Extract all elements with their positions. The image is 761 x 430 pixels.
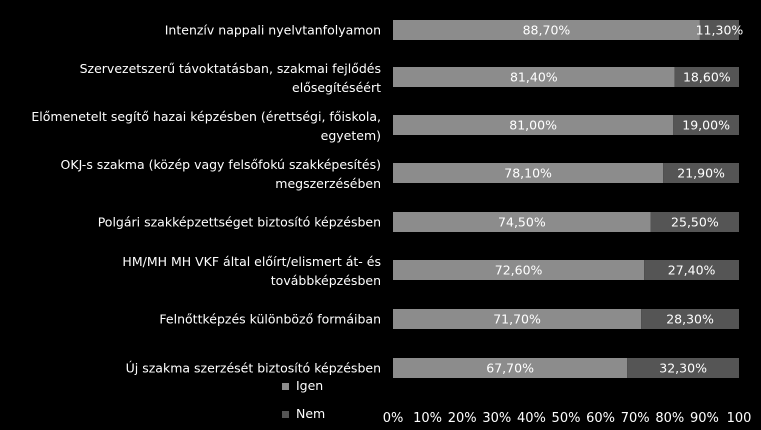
data-label-nem-5: 27,40% xyxy=(667,262,716,278)
data-label-nem-3: 21,90% xyxy=(677,165,725,181)
data-label-nem-6: 28,30% xyxy=(666,311,714,327)
x-tick-label-0: 0% xyxy=(382,411,404,426)
category-label-6: Felnőttképzés különböző formáiban xyxy=(159,311,381,327)
x-tick-label-10: 100 xyxy=(726,411,752,426)
category-label-4: Polgári szakképzettséget biztosító képzésben xyxy=(97,214,381,230)
category-label-7: Új szakma szerzését biztosító képzésben xyxy=(125,360,381,376)
category-label-3-line-0: OKJ-s szakma (közép vagy felsőfokú szakképesítés) xyxy=(60,157,381,172)
category-label-2-line-1: egyetem) xyxy=(320,128,381,143)
x-tick-label-5: 50% xyxy=(551,411,581,426)
legend-swatch-igen xyxy=(282,383,289,390)
legend-swatch-nem xyxy=(282,411,289,418)
category-label-5-line-0: HM/MH MH VKF által előírt/elismert át- és xyxy=(122,254,381,269)
category-label-1-line-1: elősegítéséért xyxy=(292,80,381,95)
data-label-igen-3: 78,10% xyxy=(504,165,552,181)
data-label-igen-6: 71,70% xyxy=(493,311,541,327)
data-label-igen-1: 81,40% xyxy=(509,69,558,85)
data-label-nem-7: 32,30% xyxy=(659,360,707,376)
data-label-nem-0: 11,30% xyxy=(695,22,744,38)
legend-label-nem: Nem xyxy=(296,406,326,421)
data-label-igen-2: 81,00% xyxy=(509,117,557,133)
data-label-nem-2: 19,00% xyxy=(682,117,730,133)
x-tick-label-3: 30% xyxy=(482,411,512,426)
x-tick-label-1: 10% xyxy=(413,411,443,426)
legend-label-igen: Igen xyxy=(296,378,324,393)
data-label-nem-1: 18,60% xyxy=(682,69,731,85)
data-label-igen-7: 67,70% xyxy=(486,360,534,376)
category-label-5-line-1: továbbképzésben xyxy=(270,273,381,288)
x-tick-label-8: 80% xyxy=(655,411,685,426)
data-label-nem-4: 25,50% xyxy=(671,214,719,230)
data-label-igen-5: 72,60% xyxy=(494,262,543,278)
data-label-igen-4: 74,50% xyxy=(498,214,546,230)
category-label-3-line-1: megszerzésében xyxy=(275,176,381,191)
x-tick-label-6: 60% xyxy=(586,411,616,426)
x-tick-label-2: 20% xyxy=(447,411,477,426)
x-tick-label-9: 90% xyxy=(689,411,719,426)
data-label-igen-0: 88,70% xyxy=(522,22,571,38)
category-label-1-line-0: Szervezetszerű távoktatásban, szakmai fejlődés xyxy=(79,61,381,76)
x-tick-label-4: 40% xyxy=(516,411,546,426)
x-tick-label-7: 70% xyxy=(620,411,650,426)
category-label-2-line-0: Előmenetelt segítő hazai képzésben (érettségi, főiskola, xyxy=(31,109,381,124)
category-label-0: Intenzív nappali nyelvtanfolyamon xyxy=(164,22,381,38)
